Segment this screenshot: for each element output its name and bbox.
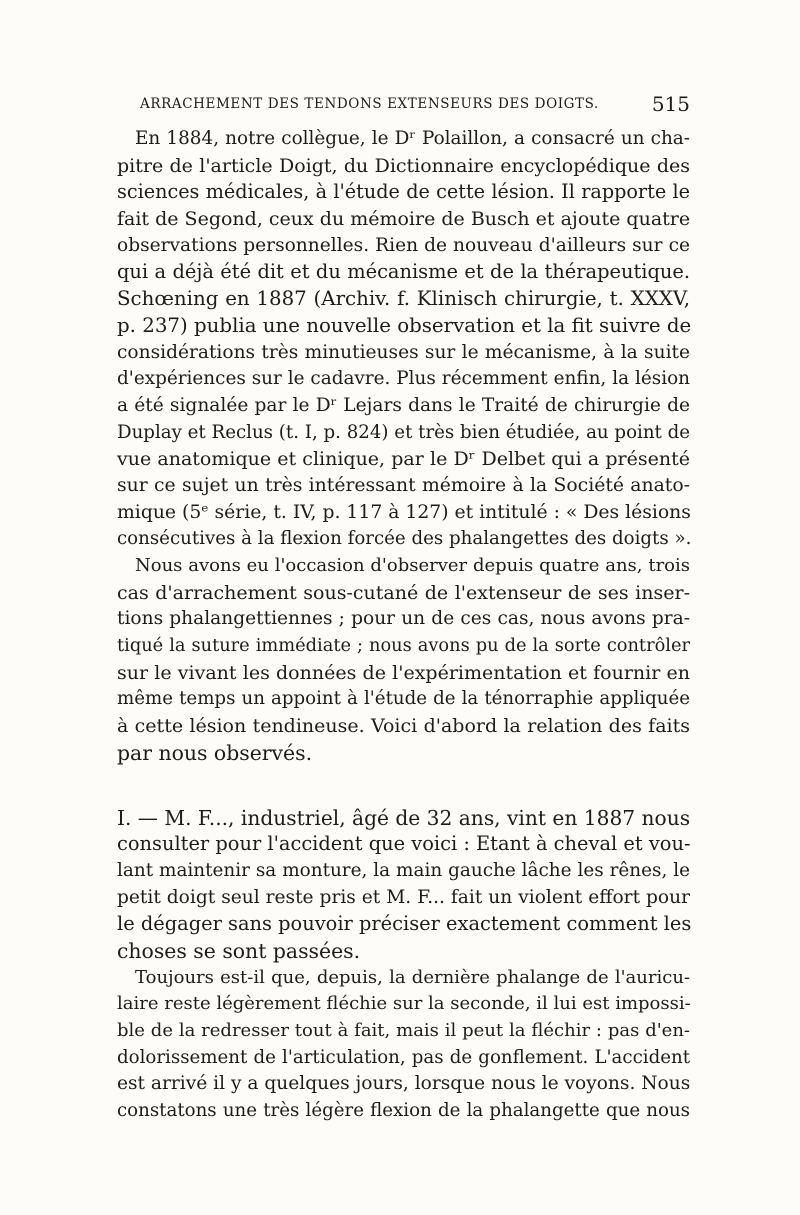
text-line: consécutives à la flexion forcée des phalangettes des doigts ».: [117, 528, 692, 550]
text-line: tiqué la suture immédiate ; nous avons pu de la sorte contrôler: [117, 635, 690, 657]
text-line: sciences médicales, à l'étude de cette lésion. Il rapporte le: [117, 180, 690, 204]
text-line: fait de Segond, ceux du mémoire de Busch et ajoute quatre: [117, 208, 691, 231]
page-header: [118, 92, 690, 120]
text-line: Duplay et Reclus (t. I, p. 824) et très bien étudiée, au point de: [117, 421, 691, 443]
paragraph: [117, 805, 690, 965]
text-line: qui a déjà été dit et du mécanisme et de la thérapeutique.: [117, 260, 690, 284]
paragraph: [117, 965, 690, 1125]
text-line: Toujours est-il que, depuis, la dernière phalange de l'auricu-: [135, 966, 690, 988]
text-line: le dégager sans pouvoir préciser exactement comment les: [117, 912, 692, 936]
running-title: ARRACHEMENT DES TENDONS EXTENSEURS DES DOIGTS.: [140, 96, 599, 112]
text-line: petit doigt seul reste pris et M. F... fait un violent effort pour: [117, 886, 690, 908]
text-line: vue anatomique et clinique, par le Dʳ Delbet qui a présenté: [117, 448, 690, 471]
text-line: En 1884, notre collègue, le Dʳ Polaillon, a consacré un cha-: [135, 128, 690, 149]
text-line: Nous avons eu l'occasion d'observer depuis quatre ans, trois: [135, 555, 690, 576]
text-line: dolorissement de l'articulation, pas de gonflement. L'accident: [117, 1046, 690, 1068]
text-line: cas d'arrachement sous-cutané de l'extenseur de ses inser-: [117, 581, 690, 604]
text-line: même temps un appoint à l'étude de la ténorraphie appliquée: [117, 688, 690, 710]
paragraph: [117, 126, 690, 553]
text-line: mique (5ᵉ série, t. IV, p. 117 à 127) et intitulé : « Des lésions: [117, 501, 691, 523]
text-line: par nous observés.: [117, 740, 313, 765]
text-line: ble de la redresser tout à fait, mais il peut la fléchir : pas d'en-: [117, 1020, 690, 1041]
text-line: sur le vivant les données de l'expérimentation et fournir en: [117, 661, 690, 684]
page-number: 515: [651, 92, 690, 116]
text-line: lant maintenir sa monture, la main gauche lâche les rênes, le: [117, 859, 690, 881]
text-line: sur ce sujet un très intéressant mémoire à la Société anato-: [117, 474, 690, 496]
text-line: consulter pour l'accident que voici : Etant à cheval et vou-: [117, 832, 691, 856]
text-line: constatons une très légère flexion de la phalangette que nous: [117, 1100, 690, 1122]
text-line: considérations très minutieuses sur le mécanisme, à la suite: [117, 341, 690, 363]
text-line: pitre de l'article Doigt, du Dictionnaire encyclopédique des: [117, 154, 690, 177]
body-text: [117, 126, 690, 1125]
section-gap: [117, 767, 690, 805]
text-line: laire reste légèrement fléchie sur la seconde, il lui est impossi-: [117, 993, 691, 1015]
text-line: choses se sont passées.: [117, 938, 361, 963]
text-line: d'expériences sur le cadavre. Plus récemment enfin, la lésion: [117, 368, 690, 390]
text-line: est arrivé il y a quelques jours, lorsque nous le voyons. Nous: [117, 1073, 691, 1095]
text-line: I. — M. F..., industriel, âgé de 32 ans, vint en 1887 nous: [117, 805, 691, 830]
text-line: observations personnelles. Rien de nouveau d'ailleurs sur ce: [117, 234, 690, 256]
text-line: p. 237) publia une nouvelle observation et la fit suivre de: [117, 313, 692, 337]
text-line: à cette lésion tendineuse. Voici d'abord la relation des faits: [117, 715, 690, 738]
text-line: tions phalangettiennes ; pour un de ces cas, nous avons pra-: [117, 608, 690, 630]
paragraph: [117, 553, 690, 767]
text-line: Schœning en 1887 (Archiv. f. Klinisch chirurgie, t. XXXV,: [117, 287, 690, 311]
text-line: a été signalée par le Dʳ Lejars dans le Traité de chirurgie de: [117, 394, 690, 416]
